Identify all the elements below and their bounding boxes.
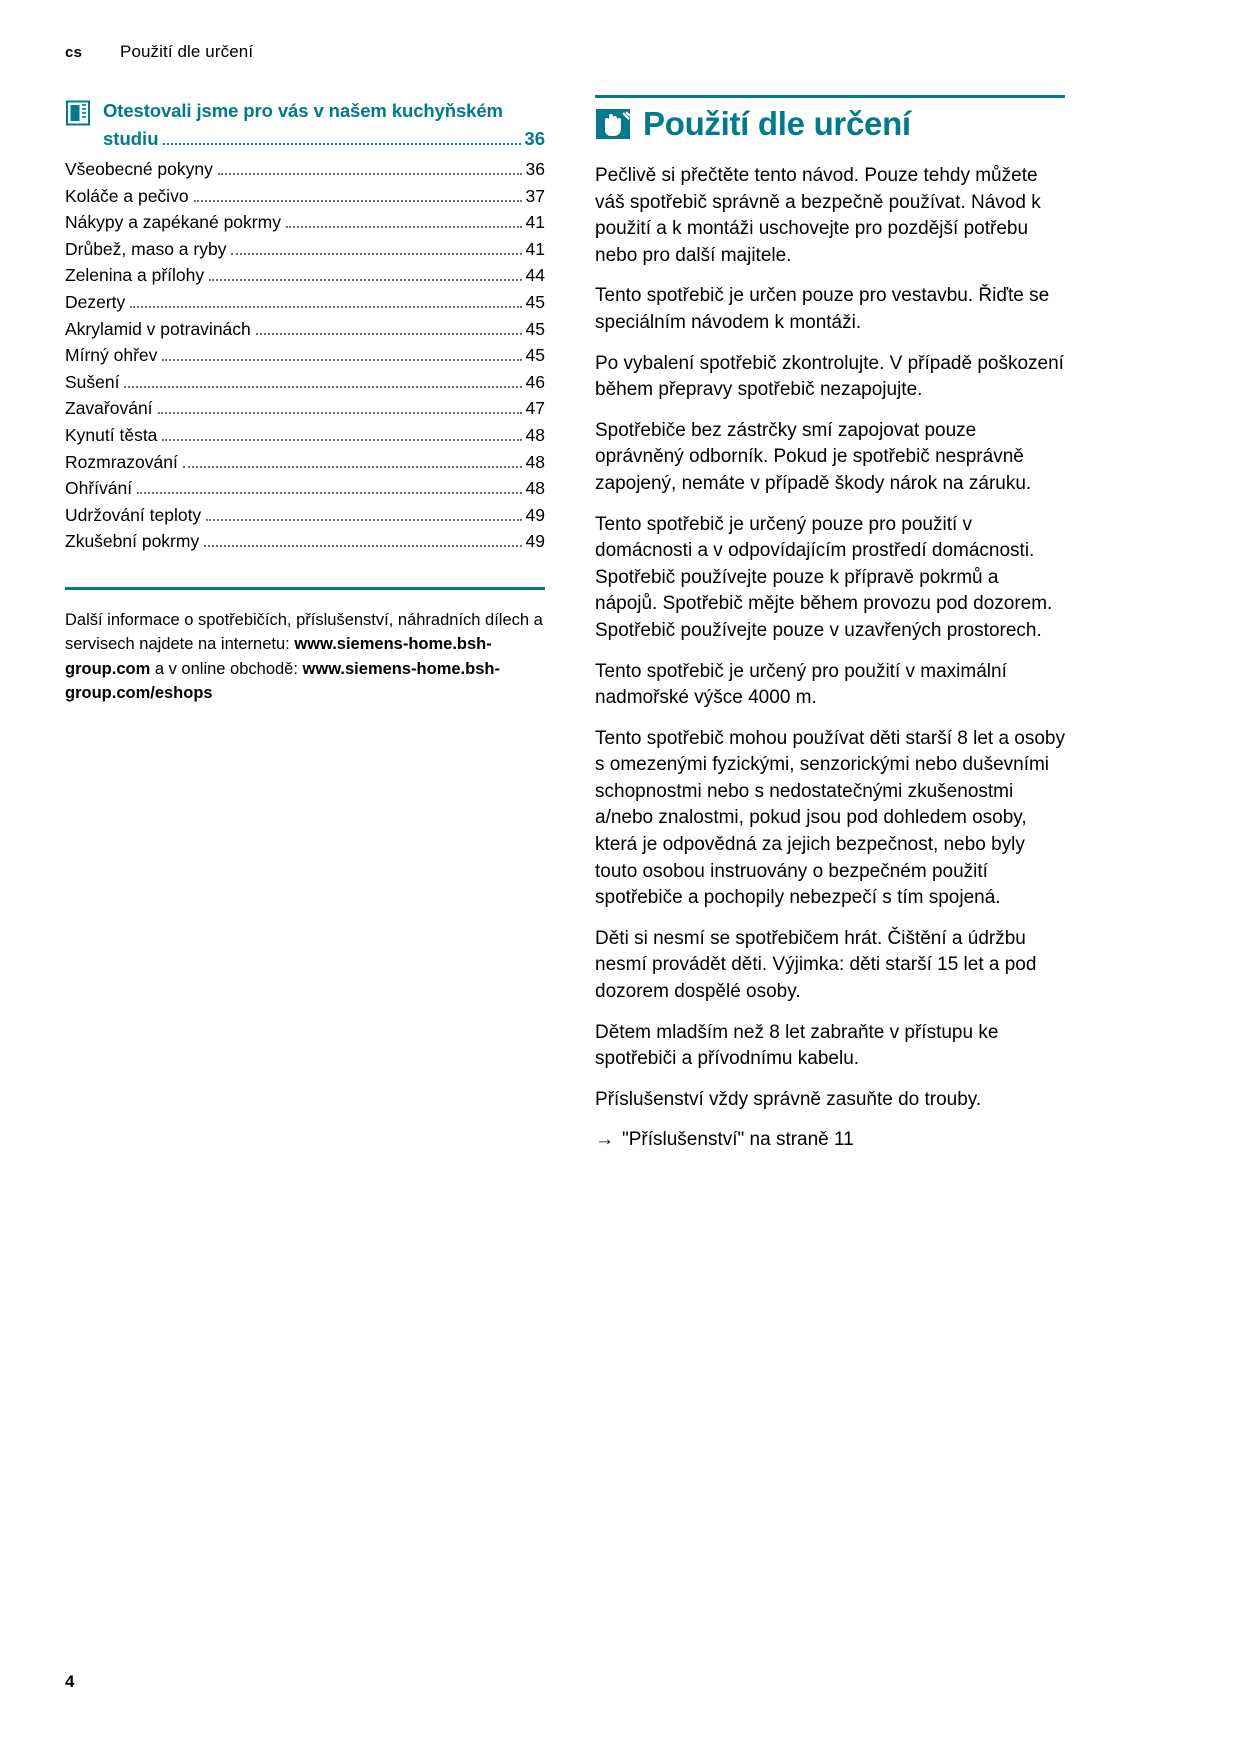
page-number: 4 <box>65 1672 75 1691</box>
toc-entry-label: Rozmrazování <box>65 451 178 472</box>
toc-heading-line2-label: studiu <box>103 128 159 149</box>
toc-entry-label: Mírný ohřev <box>65 345 158 366</box>
paragraph: Dětem mladším než 8 let zabraňte v přístupu ke spotřebiči a přívodnímu kabelu. <box>595 1021 999 1070</box>
toc-entry-page: 45 <box>525 345 545 366</box>
paragraph: Tento spotřebič je určený pouze pro použití v domácnosti a v odpovídajícím prostředí domácnosti. Spotřebič používejte pouze k přípravě pokrmů a nápojů. Spotřebič mějte během provozu pod dozorem. Spotřebič používejte pouze v uzavřených prostorech. <box>595 513 1053 641</box>
paragraph: Tento spotřebič je určen pouze pro vestavbu. Řiďte se speciálním návodem k montáži. <box>595 285 1050 333</box>
service-info-url-1[interactable]: www.siemens-home.bsh-group.com <box>65 635 492 678</box>
running-head <box>65 42 253 62</box>
cross-reference[interactable] <box>595 1127 1065 1154</box>
section-heading <box>595 105 911 143</box>
paragraph: Děti si nesmí se spotřebičem hrát. Čištění a údržbu nesmí provádět děti. Výjimka: děti starší 15 let a pod dozorem dospělé osoby. <box>595 927 1037 1003</box>
toc-entry[interactable] <box>65 183 545 210</box>
leader-dots <box>206 519 521 521</box>
toc-entry-label: Koláče a pečivo <box>65 185 189 206</box>
service-info-url-2[interactable]: www.siemens-home.bsh-group.com/eshops <box>65 659 500 702</box>
toc-entry-label: Zkušební pokrmy <box>65 531 200 552</box>
toc-entry-page: 46 <box>525 371 545 392</box>
leader-dots <box>204 545 521 547</box>
toc-entry-label: Všeobecné pokyny <box>65 159 213 179</box>
service-info-block <box>65 608 550 705</box>
right-column-divider <box>595 95 1065 98</box>
leader-dots <box>194 200 522 202</box>
toc-entry-page: 49 <box>525 531 545 552</box>
toc-entry[interactable] <box>65 502 545 529</box>
toc-entry[interactable] <box>65 422 545 449</box>
service-info-text-2: a v online obchodě: <box>150 659 303 678</box>
paragraph: Příslušenství vždy správně zasuňte do trouby. <box>595 1088 982 1110</box>
leader-dots <box>183 466 522 468</box>
toc-entry-label: Ohřívání <box>65 478 133 499</box>
toc-entry-label: Akrylamid v potravinách <box>65 318 251 339</box>
toc-entry-page: 45 <box>525 318 545 339</box>
toc-entry-page: 48 <box>525 478 545 499</box>
toc-entry[interactable] <box>65 369 545 396</box>
service-info-text-1: Další informace o spotřebičích, příslušenství, náhradních dílech a servisech najdete na internetu: <box>65 611 543 654</box>
toc-entry[interactable] <box>65 316 545 343</box>
toc-entry-page: 49 <box>525 504 545 525</box>
toc-entry-label: Kynutí těsta <box>65 424 158 445</box>
paragraph: Tento spotřebič je určený pro použití v maximální nadmořské výšce 4000 m. <box>595 660 1007 709</box>
paragraph: Pečlivě si přečtěte tento návod. Pouze tehdy můžete váš spotřebič správně a bezpečně používat. Návod k použití a k montáži uschovejte pro pozdější potřebu nebo pro další majitele. <box>595 165 1041 266</box>
toc-entry-page: 44 <box>525 265 545 286</box>
leader-dots <box>286 226 522 228</box>
paragraph: Tento spotřebič mohou používat děti starší 8 let a osoby s omezenými fyzickými, senzorickými nebo duševními schopnostmi nebo s nedostatečnými zkušenostmi a/nebo znalostmi, pokud jsou pod dohledem osoby, která je odpovědná za jejich bezpečnost, nebo byly touto osobou instruovány o bezpečném použití spotřebiče a pochopily nebezpečí s tím spojená. <box>595 727 1065 909</box>
leader-dots <box>218 173 522 175</box>
toc-list <box>65 156 545 555</box>
toc-entry[interactable] <box>65 209 545 236</box>
arrow-right-icon: → <box>595 1129 614 1151</box>
toc-entry[interactable] <box>65 449 545 476</box>
toc-heading <box>65 98 545 126</box>
toc-heading-line1: Otestovali jsme pro vás v našem kuchyňském <box>103 100 503 121</box>
running-head-title: Použití dle určení <box>120 42 254 61</box>
book-icon <box>65 100 91 126</box>
leader-dots <box>256 333 522 335</box>
toc-entry-label: Dezerty <box>65 291 126 312</box>
toc-entry-label: Sušení <box>65 371 120 392</box>
toc-entry-page: 48 <box>525 451 545 472</box>
leader-dots <box>163 143 522 145</box>
section-body <box>595 163 1065 1168</box>
hand-warning-icon <box>595 107 633 141</box>
left-column <box>65 98 545 555</box>
leader-dots <box>130 306 521 308</box>
section-title: Použití dle určení <box>643 105 911 142</box>
toc-entry-page: 36 <box>525 159 545 179</box>
leader-dots <box>124 386 521 388</box>
toc-entry[interactable] <box>65 475 545 502</box>
toc-entry-page: 41 <box>525 212 545 233</box>
toc-entry[interactable] <box>65 156 545 183</box>
leader-dots <box>137 492 521 494</box>
toc-entry[interactable] <box>65 289 545 316</box>
leader-dots <box>162 359 521 361</box>
left-column-divider <box>65 587 545 590</box>
leader-dots <box>158 412 522 414</box>
toc-entry-page: 48 <box>525 424 545 445</box>
leader-dots <box>231 253 521 255</box>
toc-entry-label: Nákypy a zapékané pokrmy <box>65 212 281 233</box>
cross-reference-label: "Příslušenství" na straně 11 <box>622 1129 854 1151</box>
leader-dots <box>209 279 521 281</box>
toc-heading-page: 36 <box>524 128 545 149</box>
leader-dots <box>162 439 521 441</box>
toc-entry-page: 45 <box>525 291 545 312</box>
toc-entry[interactable] <box>65 342 545 369</box>
toc-entry[interactable] <box>65 395 545 422</box>
toc-entry[interactable] <box>65 528 545 555</box>
paragraph: Po vybalení spotřebič zkontrolujte. V případě poškození během přepravy spotřebič nezapojujte. <box>595 352 1064 401</box>
running-head-language: cs <box>65 44 82 61</box>
paragraph: Spotřebiče bez zástrčky smí zapojovat pouze oprávněný odborník. Pokud je spotřebič nesprávně zapojený, nemáte v případě škody nárok na záruku. <box>595 419 1032 494</box>
toc-entry-page: 41 <box>525 238 545 259</box>
toc-entry-label: Zavařování <box>65 398 153 419</box>
toc-entry[interactable] <box>65 262 545 289</box>
toc-entry-label: Udržování teploty <box>65 504 202 525</box>
toc-entry-label: Drůbež, maso a ryby <box>65 238 227 259</box>
toc-entry-label: Zelenina a přílohy <box>65 265 205 286</box>
toc-heading-entry[interactable] <box>103 128 545 150</box>
toc-entry-page: 37 <box>525 185 545 206</box>
toc-entry[interactable] <box>65 236 545 263</box>
toc-entry-page: 47 <box>525 398 545 419</box>
